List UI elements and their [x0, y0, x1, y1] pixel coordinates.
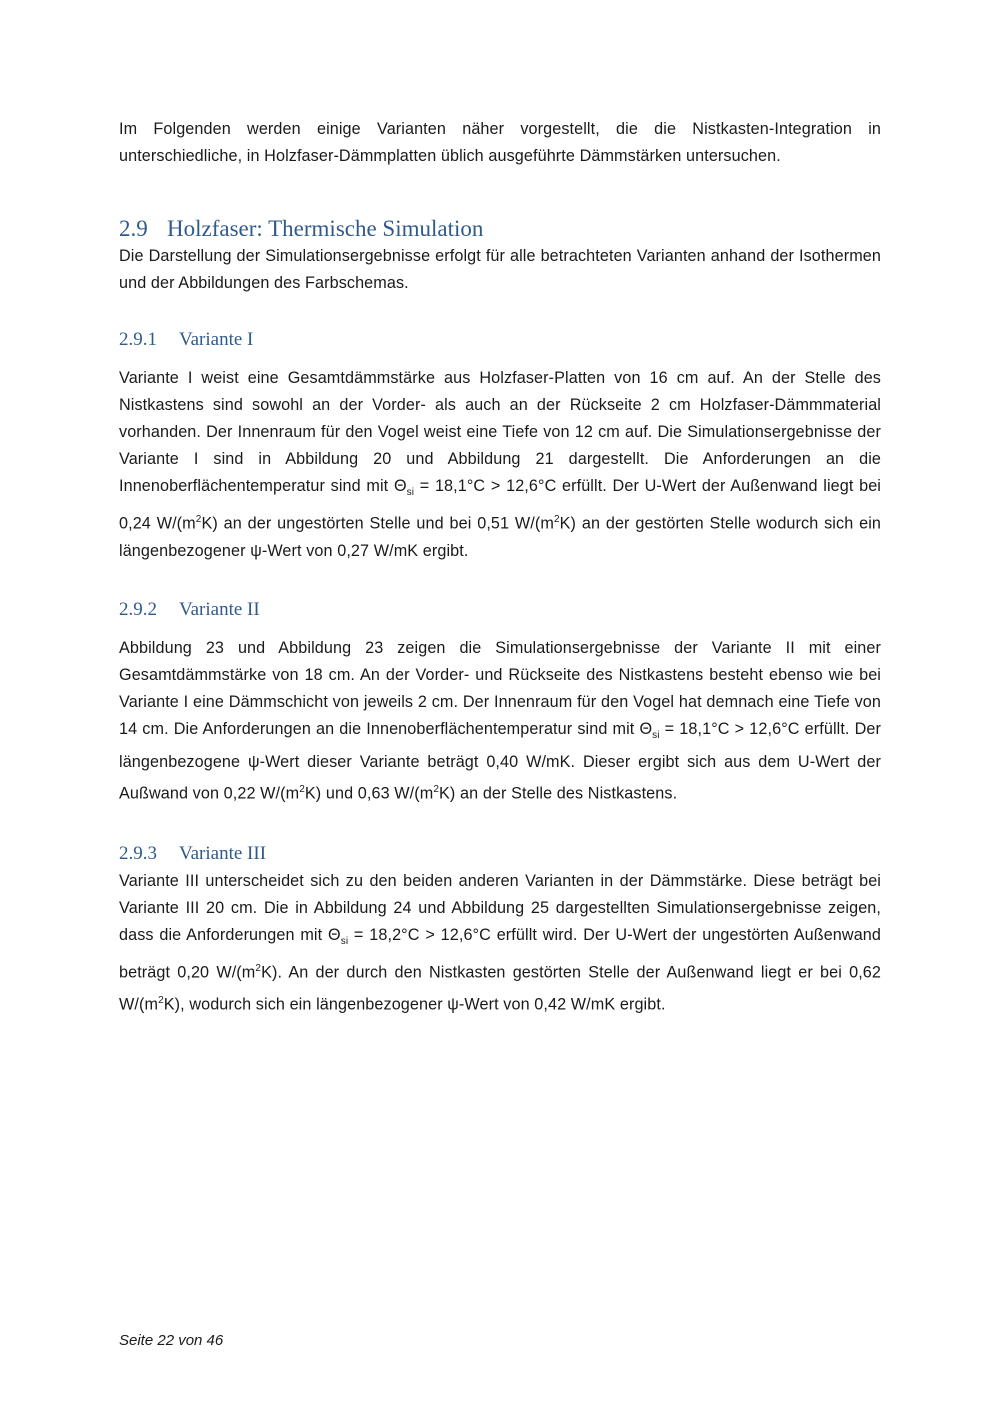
subsection-number: 2.9.2 — [119, 599, 157, 620]
subsection-variant-2 — [119, 598, 881, 622]
section-number: 2.9 — [119, 216, 148, 241]
subsection-heading — [119, 598, 881, 622]
subsection-number: 2.9.3 — [119, 843, 157, 864]
subsection-variant-1 — [119, 328, 881, 352]
document-page — [119, 0, 881, 1414]
variant-1-paragraph: Variante I weist eine Gesamtdämmstärke aus Holzfaser-Platten von 16 cm auf. An der Stelle des Nistkastens sind sowohl an der Vorder- als auch an der Rückseite 2 cm Holzfaser-Dämmmaterial vorhanden. Der Innenraum für den Vogel weist eine Tiefe von 12 cm auf. Die Simulationsergebnisse der Variante I sind in Abbildung 20 und Abbildung 21 dargestellt. Die Anforderungen an die Innenoberflächentemperatur sind mit $\Theta_{si} = 18,1^\circ C > 12,6^\circ C$ erfüllt. Der U-Wert der Außenwand liegt bei 0,24 $W/(m^2K)$ an der ungestörten Stelle und bei 0,51 $W/(m^2K)$ an der gestörten Stelle wodurch sich ein längenbezogener ψ-Wert von 0,27 W/mK ergibt. — [119, 369, 882, 560]
intro-paragraph: Im Folgenden werden einige Varianten näher vorgestellt, die die Nistkasten-Integration in unterschiedliche, in Holzfaser-Dämmplatten üblich ausgeführte Dämmstärken untersuchen. — [119, 120, 881, 165]
section-heading — [119, 215, 881, 243]
variant-1-body — [119, 365, 881, 565]
variant-3-body — [119, 868, 881, 1018]
variant-2-paragraph: Abbildung 23 und Abbildung 23 zeigen die Simulationsergebnisse der Variante II mit einer Gesamtdämmstärke von 18 cm. An der Vorder- und Rückseite des Nistkastens besteht ebenso wie bei Variante I eine Dämmschicht von jeweils 2 cm. Der Innenraum für den Vogel hat demnach eine Tiefe von 14 cm. Die Anforderungen an die Innenoberflächentemperatur sind mit $\Theta_{si} = 18,1^\circ C > 12,6^\circ C$ erfüllt. Der längenbezogene ψ-Wert dieser Variante beträgt 0,40 W/mK. Dieser ergibt sich aus dem U-Wert der Außwand von 0,22 $W/(m^2K)$ und 0,63 $W/(m^2K)$ an der Stelle des Nistkastens. — [119, 639, 881, 803]
subsection-heading — [119, 842, 881, 866]
section-title: Holzfaser: Thermische Simulation — [167, 216, 484, 241]
subsection-number: 2.9.1 — [119, 329, 157, 350]
variant-2-body — [119, 635, 881, 808]
subsection-title: Variante III — [179, 843, 267, 864]
page-number-footer: Seite 22 von 46 — [119, 1332, 224, 1349]
subsection-title: Variante II — [179, 599, 260, 620]
intro-block — [119, 116, 881, 170]
subsection-variant-3 — [119, 842, 881, 866]
subsection-title: Variante I — [179, 329, 254, 350]
variant-3-paragraph: Variante III unterscheidet sich zu den beiden anderen Varianten in der Dämmstärke. Diese beträgt bei Variante III 20 cm. Die in Abbildung 24 und Abbildung 25 dargestellten Simulationsergebnisse zeigen, dass die Anforderungen mit $\Theta_{si} = 18,2^\circ C > 12,6^\circ C$ erfüllt wird. Der U-Wert der ungestörten Außenwand beträgt 0,20 $W/(m^2K)$. An der durch den Nistkasten gestörten Stelle der Außenwand liegt er bei 0,62 $W/(m^2K)$, wodurch sich ein längenbezogener ψ-Wert von 0,42 W/mK ergibt. — [119, 872, 882, 1014]
section-paragraph: Die Darstellung der Simulationsergebnisse erfolgt für alle betrachteten Varianten anhand der Isothermen und der Abbildungen des Farbschemas. — [119, 247, 881, 292]
section-2-9 — [119, 215, 881, 297]
subsection-heading — [119, 328, 881, 352]
